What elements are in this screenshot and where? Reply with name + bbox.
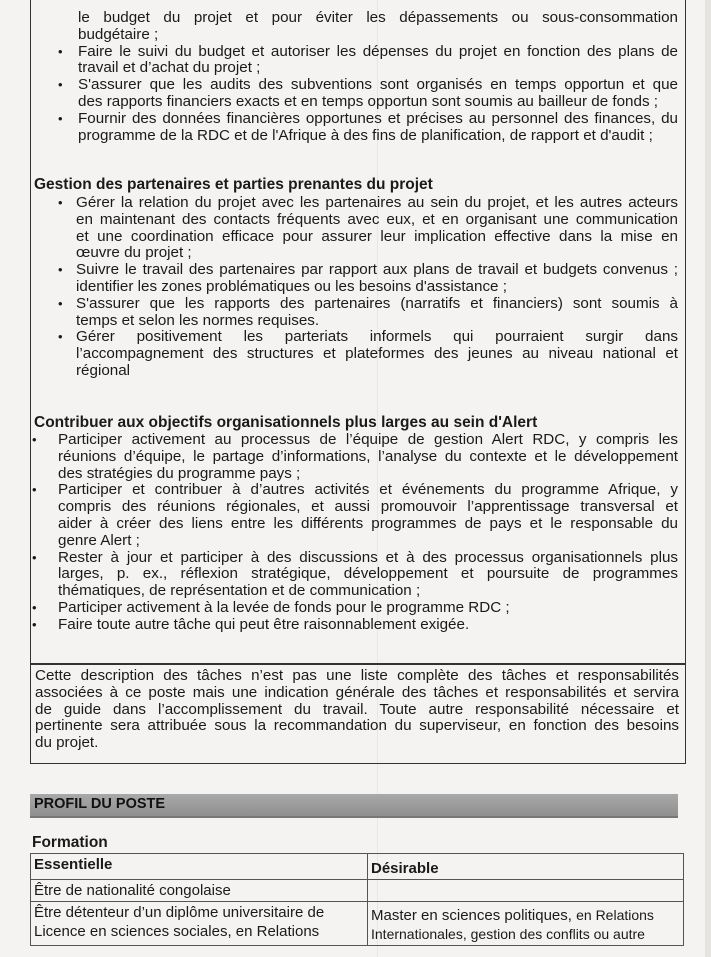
list-item-line: S'assurer que les rapports des partenaires (narratifs et financiers) sont soumis à [76, 294, 678, 312]
list-item [30, 111, 686, 145]
cell-line: Licence en sciences sociales, en Relations [34, 923, 320, 940]
table-cell [31, 902, 368, 946]
alert-objectives-section [30, 432, 686, 634]
bullet-icon: • [32, 482, 37, 498]
page-edge [705, 0, 711, 957]
cell-line [371, 906, 680, 925]
list-item-line: identifier les zones problématiques ou les besoins d'assistance ; [76, 277, 507, 295]
list-item-line: genre Alert ; [58, 531, 140, 549]
cell-text: Master en sciences politiques, [371, 907, 577, 924]
list-item-line: thématiques, de représentation et de communication ; [58, 582, 421, 600]
table-cell [368, 902, 684, 946]
list-item-line: travail et d’achat du projet ; [78, 59, 261, 77]
list-item [30, 195, 686, 262]
table-row [31, 854, 684, 880]
list-item-line: Gérer la relation du projet avec les partenaires au sein du projet, et les autres acteurs [76, 194, 678, 211]
list-item-line: œuvre du projet ; [76, 244, 192, 262]
bullet-icon: • [58, 77, 63, 93]
list-item-line: et une coordination efficace pour assurer leur implication effective dans la mise en [76, 227, 678, 245]
list-item-line: Participer et contribuer à d’autres activités et événements du programme Afrique, y [58, 481, 678, 499]
description-line: associées à ce poste mais une indication générale des tâches et responsabilités et servira [35, 683, 679, 701]
bullet-icon: • [58, 195, 63, 210]
finance-section [30, 10, 686, 144]
list-item-line: Rester à jour et participer à des discussions et à des processus organisationnels plus [58, 548, 678, 566]
list-item-line: en maintenant des contacts fréquents avec eux, et en organisant une communication [76, 210, 678, 228]
list-item [30, 432, 686, 482]
list-item-line: Participer activement à la levée de fonds pour le programme RDC ; [58, 598, 510, 616]
list-item [30, 262, 686, 296]
bullet-icon: • [58, 329, 63, 345]
list-item-line: réunions d’équipe, le partage d’informations, l’analyse du contexte et le développement [58, 447, 678, 465]
partners-list [30, 195, 686, 380]
bullet-icon: • [32, 549, 37, 565]
table-row [31, 880, 684, 902]
bullet-icon: • [58, 110, 63, 126]
list-item [30, 10, 686, 44]
description-line: pertinente sera attribuée sous la recommandation du superviseur, en fonction des besoins [35, 717, 679, 735]
col-desirable-header: Désirable [368, 854, 684, 880]
list-item-line: programme de la RDC et de l'Afrique à des fins de planification, de rapport et d'audit ; [78, 126, 653, 144]
list-item [30, 329, 686, 379]
description-line: Cette description des tâches n’est pas une liste complète des tâches et responsabilités [35, 667, 679, 684]
list-item [30, 617, 686, 634]
list-item-line: Fournir des données financières opportunes et précises au personnel des finances, du [78, 109, 678, 127]
cell-line: Être détenteur d’un diplôme universitaire de [34, 904, 325, 921]
list-item [30, 296, 686, 330]
alert-objectives-list [30, 432, 686, 634]
description-line: de guide dans l’accomplissement du travail. Toute autre responsabilité nécessaire et [35, 700, 679, 718]
profil-title: PROFIL DU POSTE [34, 796, 166, 812]
partners-section [30, 195, 686, 380]
col-essentielle-header: Essentielle [31, 854, 368, 880]
list-item-line: des stratégies du programme pays ; [58, 464, 301, 482]
list-item-line: Gérer positivement les parteriats informels qui pourraient surgir dans [76, 328, 678, 346]
formation-table [30, 853, 684, 946]
table-row [31, 902, 684, 946]
formation-title: Formation [32, 834, 108, 851]
list-item-line: larges, p. ex., réflexion stratégique, développement et poursuite de programmes [58, 565, 678, 583]
table-cell: Être de nationalité congolaise [31, 880, 368, 902]
list-item-line: temps et selon les normes requises. [76, 311, 320, 329]
list-item-line: Faire le suivi du budget et autoriser les dépenses du projet en fonction des plans de [78, 42, 678, 60]
list-item-line: des rapports financiers exacts et en temps opportun sont soumis au bailleur de fonds ; [78, 92, 658, 110]
list-item [30, 77, 686, 111]
list-item [30, 600, 686, 617]
bullet-icon: • [58, 43, 63, 59]
list-item-line: régional [76, 361, 131, 379]
finance-list [30, 10, 686, 144]
list-item-line: Suivre le travail des partenaires par rapport aux plans de travail et budgets convenus ; [76, 261, 678, 279]
list-item [30, 44, 686, 78]
list-item-line: le budget du projet et pour éviter les dépassements ou sous-consommation [78, 9, 678, 26]
list-item-line: Participer activement au processus de l’équipe de gestion Alert RDC, y compris les [58, 431, 678, 448]
description-disclaimer [30, 664, 686, 764]
table-cell [368, 880, 684, 902]
bullet-icon: • [32, 616, 37, 632]
profil-header-bar [30, 794, 678, 818]
bullet-icon: • [58, 295, 63, 311]
description-line: du projet. [35, 734, 99, 752]
cell-text: en Relations [576, 907, 654, 923]
bullet-icon: • [32, 432, 37, 447]
partners-heading: Gestion des partenaires et parties prenantes du projet [34, 176, 433, 193]
cell-line: Internationales, gestion des conflits ou autre [371, 926, 645, 942]
list-item-line: l’accompagnement des structures et plateformes des jeunes au niveau national et [76, 345, 678, 363]
list-item-line: budgétaire ; [78, 25, 159, 43]
list-item [30, 482, 686, 549]
list-item-line: Faire toute autre tâche qui peut être raisonnablement exigée. [58, 615, 470, 633]
bullet-icon: • [58, 262, 63, 278]
alert-objectives-heading: Contribuer aux objectifs organisationnels plus larges au sein d'Alert [34, 414, 538, 431]
list-item-line: S'assurer que les audits des subventions sont organisés en temps opportun et que [78, 76, 678, 94]
list-item-line: compris des réunions régionales, et aussi promouvoir l’apprentissage transversal et [58, 498, 678, 516]
bullet-icon: • [32, 599, 37, 615]
list-item-line: aider à créer des liens entre les différents programmes de pays et le responsable du [58, 514, 678, 532]
list-item [30, 550, 686, 600]
